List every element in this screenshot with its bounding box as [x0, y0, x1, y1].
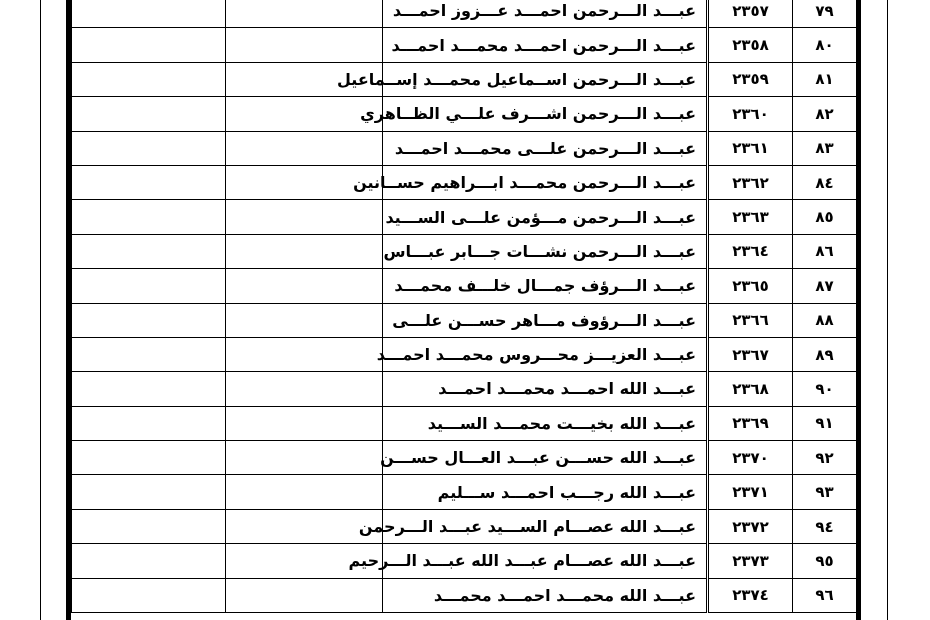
student-name-cell: عبـــد الـــرحمن احمـــد عـــزوز احمـــد — [383, 0, 708, 28]
student-name-cell: عبـــد الله عصـــام الســـيد عبـــد الـــرحمن — [383, 509, 708, 543]
student-name-cell: عبـــد الله محمـــد احمـــد محمـــد — [383, 578, 708, 612]
seat-number-cell: ٢٣٥٨ — [708, 28, 793, 62]
blank-cell — [72, 28, 226, 62]
serial-number-cell: ٩٥ — [793, 544, 857, 578]
seat-number-cell: ٢٣٧٢ — [708, 509, 793, 543]
seat-number-cell: ٢٣٧٣ — [708, 544, 793, 578]
seat-number-cell: ٢٣٦١ — [708, 131, 793, 165]
blank-cell — [226, 441, 383, 475]
serial-number-cell: ٩٢ — [793, 441, 857, 475]
table-row — [72, 269, 857, 303]
seat-number-cell: ٢٣٥٧ — [708, 0, 793, 28]
seat-number-cell: ٢٣٦٨ — [708, 372, 793, 406]
blank-cell — [72, 544, 226, 578]
serial-number-cell: ٨١ — [793, 62, 857, 96]
blank-cell — [226, 0, 383, 28]
seat-number-cell: ٢٣٦٣ — [708, 200, 793, 234]
student-name-cell: عبـــد الـــرحمن احمـــد محمـــد احمـــد — [383, 28, 708, 62]
serial-number-cell: ٨٢ — [793, 97, 857, 131]
blank-cell — [72, 234, 226, 268]
blank-cell — [72, 97, 226, 131]
seat-number-cell: ٢٣٦٦ — [708, 303, 793, 337]
table-row — [72, 234, 857, 268]
student-name-cell: عبـــد الله حســـن عبـــد العـــال حســـن — [383, 441, 708, 475]
table-row — [72, 62, 857, 96]
student-name-cell: عبـــد الـــرحمن اســماعيل محمـــد إســماعيل — [383, 62, 708, 96]
blank-cell — [226, 200, 383, 234]
student-name-cell: عبـــد الـــرحمن محمـــد ابـــراهيم حســانين — [383, 165, 708, 199]
seat-number-cell: ٢٣٦٠ — [708, 97, 793, 131]
blank-cell — [226, 131, 383, 165]
table-body — [72, 0, 857, 613]
student-name-cell: عبـــد الـــرحمن علـــى محمـــد احمـــد — [383, 131, 708, 165]
student-list-table — [71, 0, 857, 613]
blank-cell — [72, 0, 226, 28]
blank-cell — [72, 62, 226, 96]
blank-cell — [72, 131, 226, 165]
serial-number-cell: ٨٥ — [793, 200, 857, 234]
serial-number-cell: ٩٦ — [793, 578, 857, 612]
blank-cell — [226, 269, 383, 303]
serial-number-cell: ٨٧ — [793, 269, 857, 303]
blank-cell — [72, 165, 226, 199]
seat-number-cell: ٢٣٥٩ — [708, 62, 793, 96]
table-row — [72, 0, 857, 28]
serial-number-cell: ٩٠ — [793, 372, 857, 406]
table-row — [72, 303, 857, 337]
seat-number-cell: ٢٣٧٤ — [708, 578, 793, 612]
blank-cell — [72, 475, 226, 509]
blank-cell — [72, 372, 226, 406]
student-name-cell: عبـــد الـــرحمن مـــؤمن علـــى الســـيد — [383, 200, 708, 234]
seat-number-cell: ٢٣٦٤ — [708, 234, 793, 268]
table-row — [72, 165, 857, 199]
blank-cell — [226, 28, 383, 62]
blank-cell — [72, 406, 226, 440]
table-row — [72, 337, 857, 371]
seat-number-cell: ٢٣٧٠ — [708, 441, 793, 475]
student-name-cell: عبـــد الـــرحمن اشـــرف علـــي الظــاهري — [383, 97, 708, 131]
table-row — [72, 200, 857, 234]
seat-number-cell: ٢٣٦٩ — [708, 406, 793, 440]
serial-number-cell: ٨٨ — [793, 303, 857, 337]
serial-number-cell: ٧٩ — [793, 0, 857, 28]
blank-cell — [72, 509, 226, 543]
student-name-cell: عبـــد الـــرؤوف مـــاهر حســـن علـــى — [383, 303, 708, 337]
serial-number-cell: ٨٩ — [793, 337, 857, 371]
student-name-cell: عبـــد الـــرحمن نشـــات جـــابر عبـــاس — [383, 234, 708, 268]
table-row — [72, 441, 857, 475]
blank-cell — [72, 269, 226, 303]
serial-number-cell: ٩١ — [793, 406, 857, 440]
blank-cell — [72, 200, 226, 234]
serial-number-cell: ٨٦ — [793, 234, 857, 268]
serial-number-cell: ٨٠ — [793, 28, 857, 62]
blank-cell — [226, 337, 383, 371]
seat-number-cell: ٢٣٦٥ — [708, 269, 793, 303]
table-row — [72, 97, 857, 131]
seat-number-cell: ٢٣٦٧ — [708, 337, 793, 371]
blank-cell — [72, 578, 226, 612]
table-row — [72, 475, 857, 509]
student-name-cell: عبـــد الـــرؤف جمـــال خلـــف محمـــد — [383, 269, 708, 303]
serial-number-cell: ٩٤ — [793, 509, 857, 543]
student-name-cell: عبـــد الله رجـــب احمـــد ســـليم — [383, 475, 708, 509]
table-row — [72, 578, 857, 612]
blank-cell — [72, 441, 226, 475]
table-row — [72, 544, 857, 578]
serial-number-cell: ٩٣ — [793, 475, 857, 509]
serial-number-cell: ٨٣ — [793, 131, 857, 165]
table-row — [72, 131, 857, 165]
blank-cell — [226, 97, 383, 131]
student-name-cell: عبـــد الله بخيـــت محمـــد الســـيد — [383, 406, 708, 440]
serial-number-cell: ٨٤ — [793, 165, 857, 199]
table-row — [72, 406, 857, 440]
blank-cell — [72, 337, 226, 371]
blank-cell — [226, 406, 383, 440]
student-list-table-wrap — [71, 0, 856, 613]
seat-number-cell: ٢٣٦٢ — [708, 165, 793, 199]
blank-cell — [226, 372, 383, 406]
student-name-cell: عبـــد الله احمـــد محمـــد احمـــد — [383, 372, 708, 406]
page-border-right-outer — [887, 0, 888, 620]
blank-cell — [226, 475, 383, 509]
table-row — [72, 509, 857, 543]
student-name-cell: عبـــد العزيـــز محـــروس محمـــد احمـــد — [383, 337, 708, 371]
blank-cell — [226, 234, 383, 268]
blank-cell — [72, 303, 226, 337]
student-name-cell: عبـــد الله عصـــام عبـــد الله عبـــد الـــرحيم — [383, 544, 708, 578]
blank-cell — [226, 303, 383, 337]
seat-number-cell: ٢٣٧١ — [708, 475, 793, 509]
table-row — [72, 28, 857, 62]
blank-cell — [226, 578, 383, 612]
page-border-left-outer — [40, 0, 41, 620]
table-row — [72, 372, 857, 406]
